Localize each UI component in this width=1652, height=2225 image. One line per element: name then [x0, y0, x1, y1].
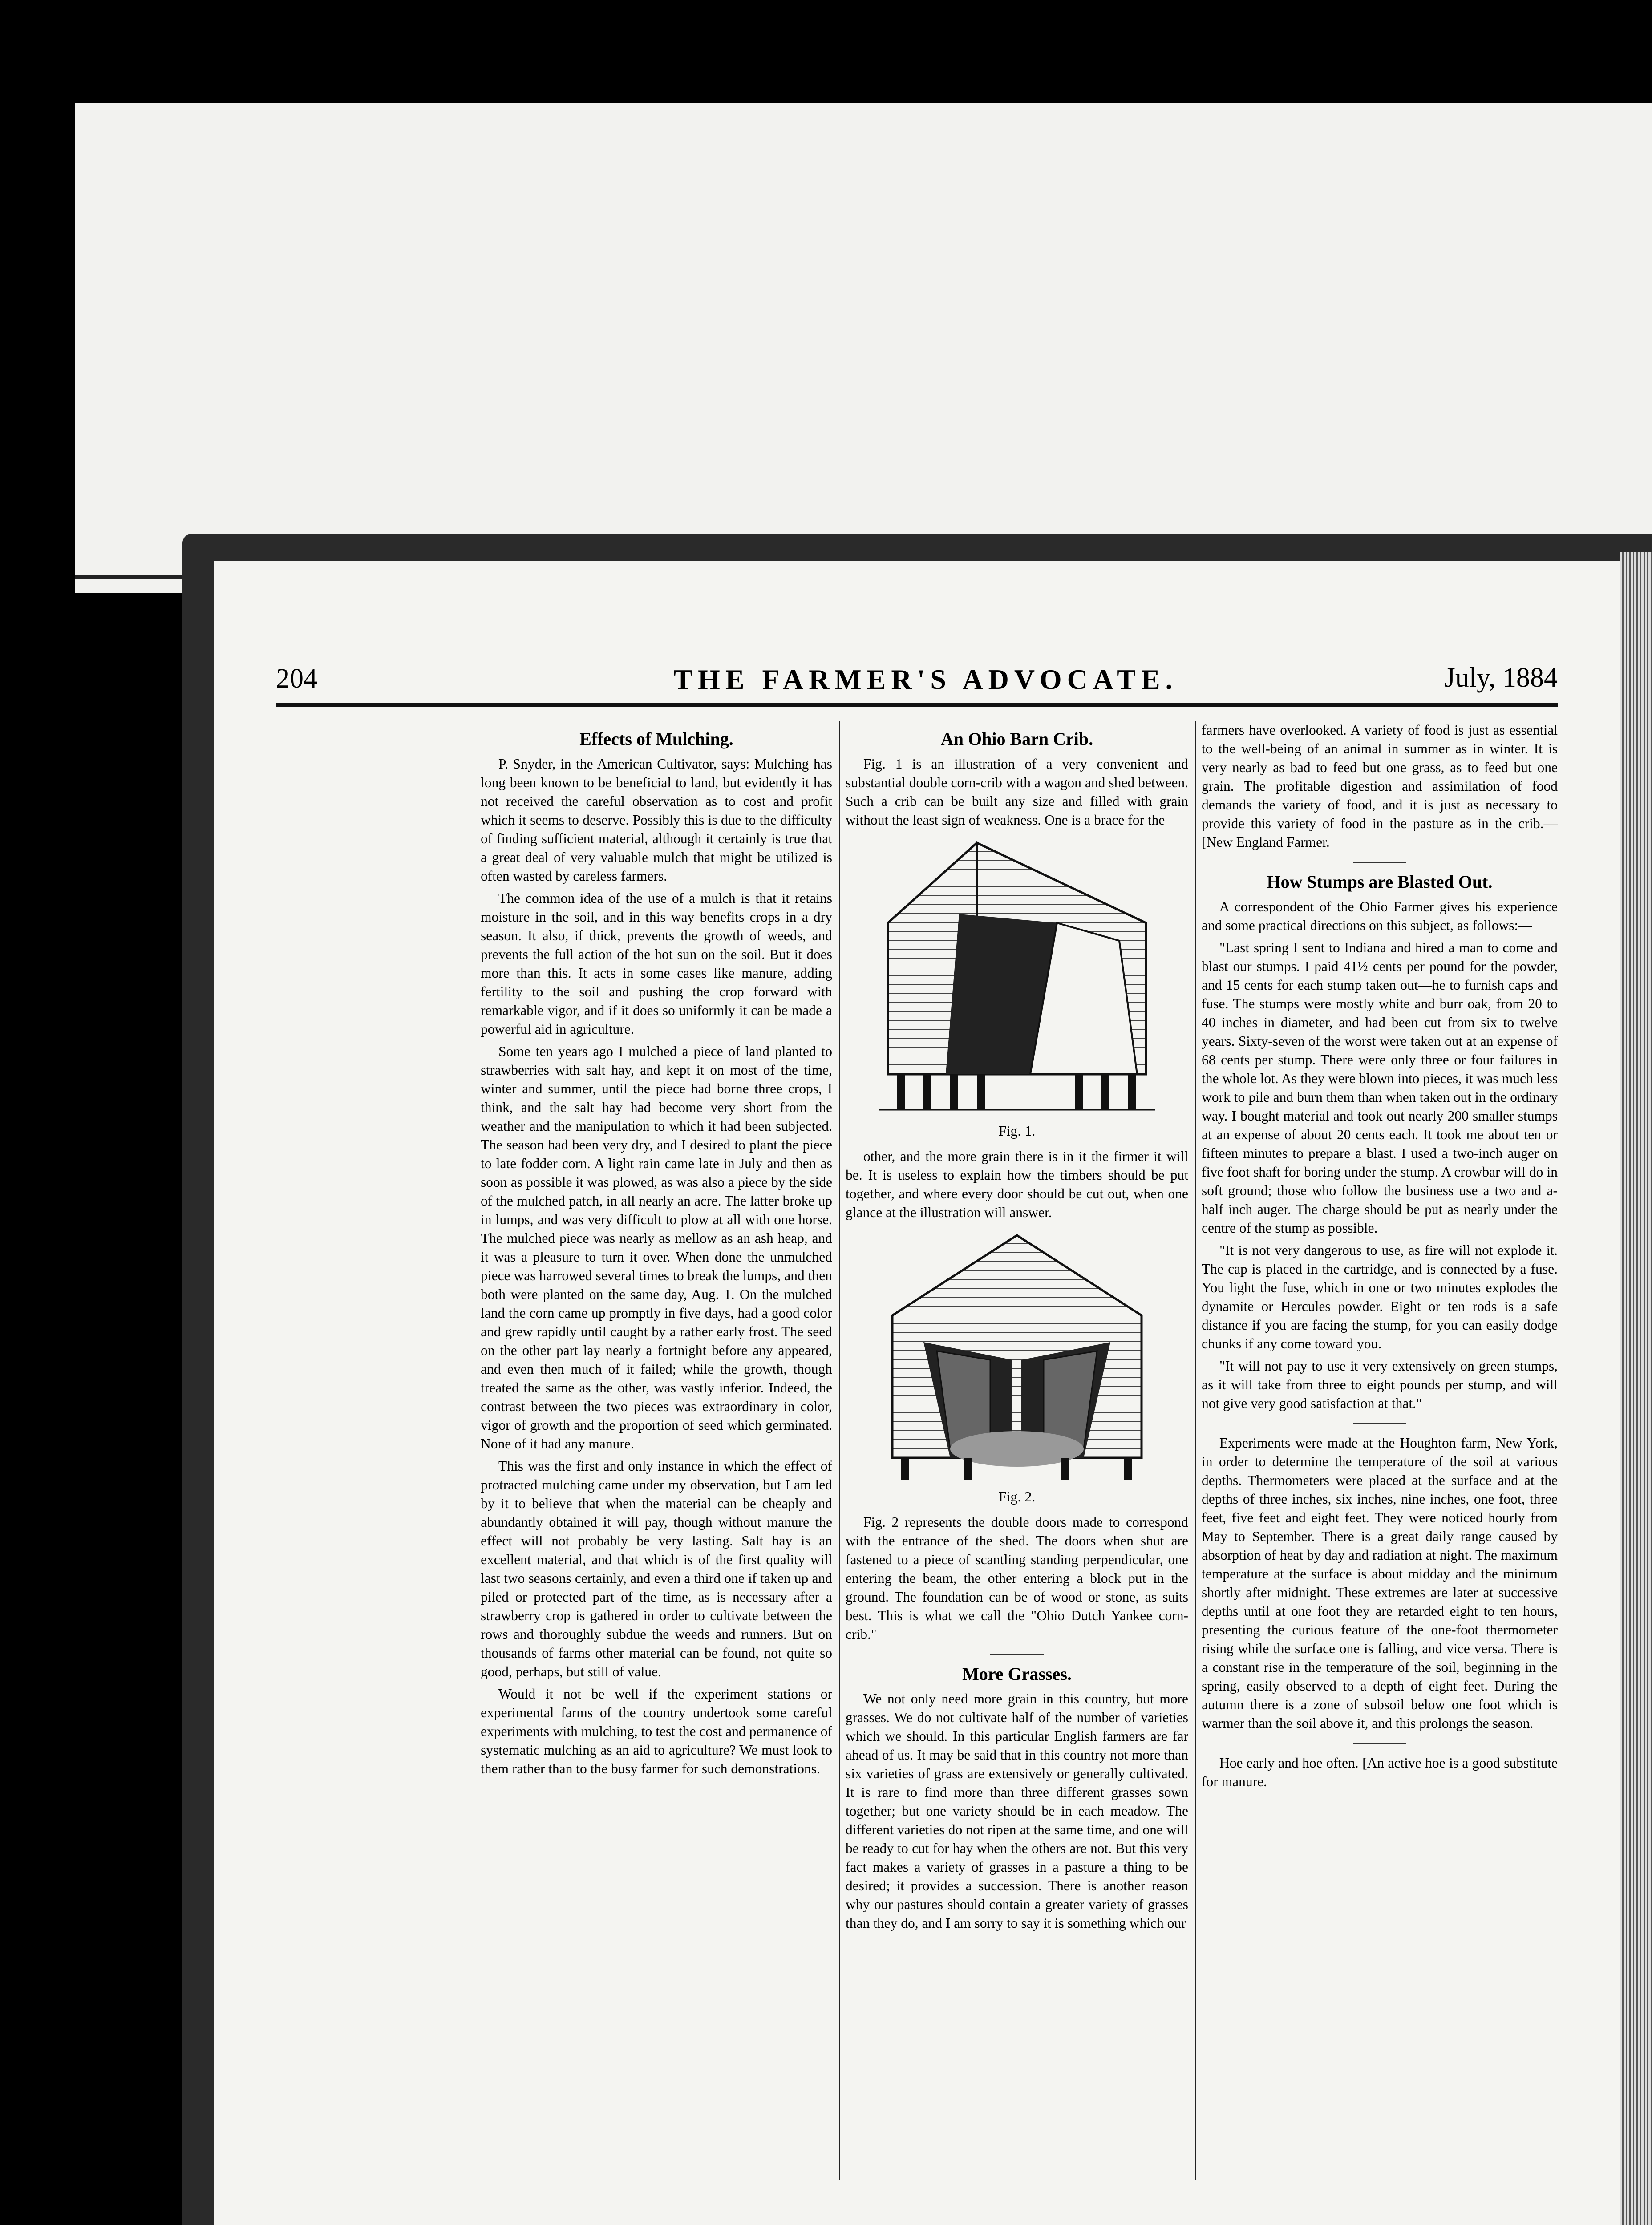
divider: [990, 1654, 1044, 1655]
paragraph: Would it not be well if the experiment stations or experimental farms of the country undertook some careful experiments with mulching, to test the cost and permanence of systematic mulching as an aid to agriculture? We must look to them rather than to the busy farmer for such demonstrations.: [481, 1686, 832, 1776]
article-heading: Effects of Mulching.: [579, 729, 733, 749]
divider: [1353, 1743, 1406, 1744]
paragraph: P. Snyder, in the American Cultivator, says: Mulching has long been known to be beneficial to land, but evidently it has not received the careful observation as to cost and profit which it seems to deserve. Possibly this is due to the difficulty of finding sufficient material, although it certainly is true that a great deal of very valuable mulch that might be utilized is often wasted by careless farmers.: [481, 756, 832, 884]
paragraph: Hoe early and hoe often. [An active hoe is a good substitute for manure.: [1202, 1755, 1558, 1789]
paragraph: Some ten years ago I mulched a piece of land planted to strawberries with salt hay, and kept it on most of the time, winter and summer, until the piece had borne three crops, I think, and the salt hay had become very short from the weather and the manipulation to which it had been subjected. The season had been very dry, and I desired to plant the piece to late fodder corn. A light rain came late in July and then as soon as possible it was plowed, as was also a piece by the side of the mulched patch, in all nearly an acre. The latter broke up in lumps, and was very difficult to plow at all with one horse. The mulched piece was nearly as mellow as an ash heap, and it was a pleasure to turn it over. When done the unmulched piece was harrowed several times to break the lumps, and then both were planted on the same day, Aug. 1. On the mulched land the corn came up promptly in five days, had a good color and grew rapidly until caught by a rather early frost. The seed on the other part lay nearly a fortnight before any appeared, and even then much of it failed; while the growth, though treated the same as the other, was vastly inferior. Indeed, the contrast between the two pieces was extraordinary in color, vigor of growth and the proportion of seed which germinated. None of it had any manure.: [481, 1044, 832, 1452]
corn-crib-illustration: [870, 834, 1164, 1119]
article-heading: How Stumps are Blasted Out.: [1267, 872, 1493, 892]
paragraph: Fig. 2 represents the double doors made to correspond with the entrance of the shed. The doors when shut are fastened to a piece of scantling standing perpendicular, one entering the beam, the other entering a block put in the ground. The foundation can be of wood or stone, as suits best. This is what we call the "Ohio Dutch Yankee corn-crib.": [846, 1514, 1188, 1642]
article-heading: More Grasses.: [962, 1664, 1072, 1684]
paragraph: We not only need more grain in this country, but more grasses. We do not cultivate half of the number of varieties which we should. In this particular English farmers are far ahead of us. It may be said that in this country not more than six varieties of grass are extensively or generally cultivated. It is rare to find more than three different grasses sown together; but one variety should be in each meadow. The different varieties do not ripen at the same time, and one will be ready to cut for hay when the others are not. But this very fact makes a variety of grasses in a pasture a thing to be desired; it provides a succession. There is another reason why our pastures should contain a greater variety of grasses than they do, and I am sorry to say it is something which our: [846, 1691, 1188, 1931]
divider: [1353, 1423, 1406, 1424]
divider: [1353, 862, 1406, 863]
publication-title: THE FARMER'S ADVOCATE.: [673, 663, 1178, 695]
paragraph: farmers have overlooked. A variety of food is just as essential to the well-being of an animal in summer as in winter. It is very nearly as bad to feed but one grass, as to feed but one grain. The profitable digestion and assimilation of food demands the variety of food, and it is just as necessary to provide this variety of food in the pasture as in the crib.—[New England Farmer.: [1202, 722, 1558, 850]
figure-1: [846, 834, 1188, 1140]
masthead-rule: [276, 703, 1558, 707]
page-edges: [1620, 552, 1652, 2225]
paragraph: A correspondent of the Ohio Farmer gives his experience and some practical directions on this subject, as follows:—: [1202, 899, 1558, 933]
column-1: [481, 721, 832, 1782]
figure-2: [846, 1226, 1188, 1506]
column-3: [1202, 721, 1558, 1795]
paragraph: Experiments were made at the Houghton farm, New York, in order to determine the temperature of the soil at various depths. Thermometers were placed at the surface and at the depths of three inches, six inches, nine inches, one foot, three feet, five feet and eight feet. They were noticed hourly from May to September. There is a great daily range caused by absorption of heat by day and radiation at night. The maximum temperature at the surface is about midday and the minimum shortly after midnight. These extremes are later at successive depths until at one foot they are retarded eight to ten hours, presenting the curious feature of the one-foot thermometer rising while the surface one is falling, and vice versa. There is a constant rise in the temperature of the soil, beginning in the spring, easily observed to a depth of eight feet. During the autumn there is a zone of subsoil below one foot which is warmer than the soil above it, and this prolongs the season.: [1202, 1435, 1558, 1731]
paragraph: other, and the more grain there is in it the firmer it will be. It is useless to explain how the timbers should be put together, and where every door should be cut out, when one glance at the illustration will answer.: [846, 1149, 1188, 1220]
figure-caption: Fig. 2.: [998, 1489, 1036, 1505]
masthead: [276, 659, 1558, 712]
issue-date: July, 1884: [1444, 663, 1558, 693]
paragraph: This was the first and only instance in which the effect of protracted mulching came under my observation, but I am led by it to believe that when the material can be cheaply and abundantly obtained it will pay, though without manure the effect will not probably be very lasting. Salt hay is an excellent material, and that which is of the first quality will last two seasons certainly, and even a third one if taken up and piled or protected part of the time, as is necessary after a strawberry crop is gathered in order to cultivate between the rows and thoroughly subdue the weeds and runners. But on thousands of farms other material can be found, not quite so good, perhaps, but still of value.: [481, 1458, 832, 1679]
article-heading: An Ohio Barn Crib.: [940, 729, 1093, 749]
page-number: 204: [276, 663, 317, 694]
crib-doors-illustration: [875, 1226, 1159, 1485]
paragraph: "It will not pay to use it very extensively on green stumps, as it will take from three to eight pounds per stump, and will not give very good satisfaction at that.": [1202, 1358, 1558, 1411]
paragraph: "It is not very dangerous to use, as fire will not explode it. The cap is placed in the cartridge, and is connected by a fuse. You light the fuse, which in one or two minutes explodes the dynamite or Hercules powder. Eight or ten rods is a safe distance if you are facing the stump, for you can easily dodge chunks if any come toward you.: [1202, 1242, 1558, 1351]
column-rule: [1195, 721, 1196, 2180]
paragraph: "Last spring I sent to Indiana and hired a man to come and blast our stumps. I paid 41½ cents per pound for the powder, and 15 cents for each stump taken out—he to furnish caps and fuse. The stumps were mostly white and burr oak, from 20 to 40 inches in diameter, and had been cut from six to twelve years. Sixty-seven of the worst were taken out at an expense of 68 cents per stump. There were only three or four failures in the whole lot. As they were blown into pieces, it was much less work to pile and burn them than when taken out in the ordinary way. I bought material and took out nearly 200 smaller stumps at an expense of about 20 cents each. It took me about ten or fifteen minutes to prepare a blast. I used a two-inch auger on five foot shaft for boring under the stump. A crowbar will do in soft ground; those who follow the business use a two and a-half inch auger. The charge should be put as nearly under the centre of the stump as possible.: [1202, 940, 1558, 1236]
paragraph: The common idea of the use of a mulch is that it retains moisture in the soil, and in this way benefits crops in a dry season. It also, if thick, prevents the growth of weeds, and prevents the full action of the hot sun on the soil. But it does more than this. It acts in some cases like manure, adding fertility to the soil and pushing the crop forward with remarkable vigor, and if it does so uniformly it can be made a powerful aid in agriculture.: [481, 890, 832, 1037]
figure-caption: Fig. 1.: [998, 1123, 1036, 1139]
underlying-page: [75, 103, 1652, 593]
column-2: [846, 721, 1188, 1936]
paragraph: Fig. 1 is an illustration of a very convenient and substantial double corn-crib with a wagon and shed between. Such a crib can be built any size and filled with grain without the least sign of weakness. One is a brace for the: [846, 756, 1188, 828]
column-rule: [839, 721, 840, 2180]
